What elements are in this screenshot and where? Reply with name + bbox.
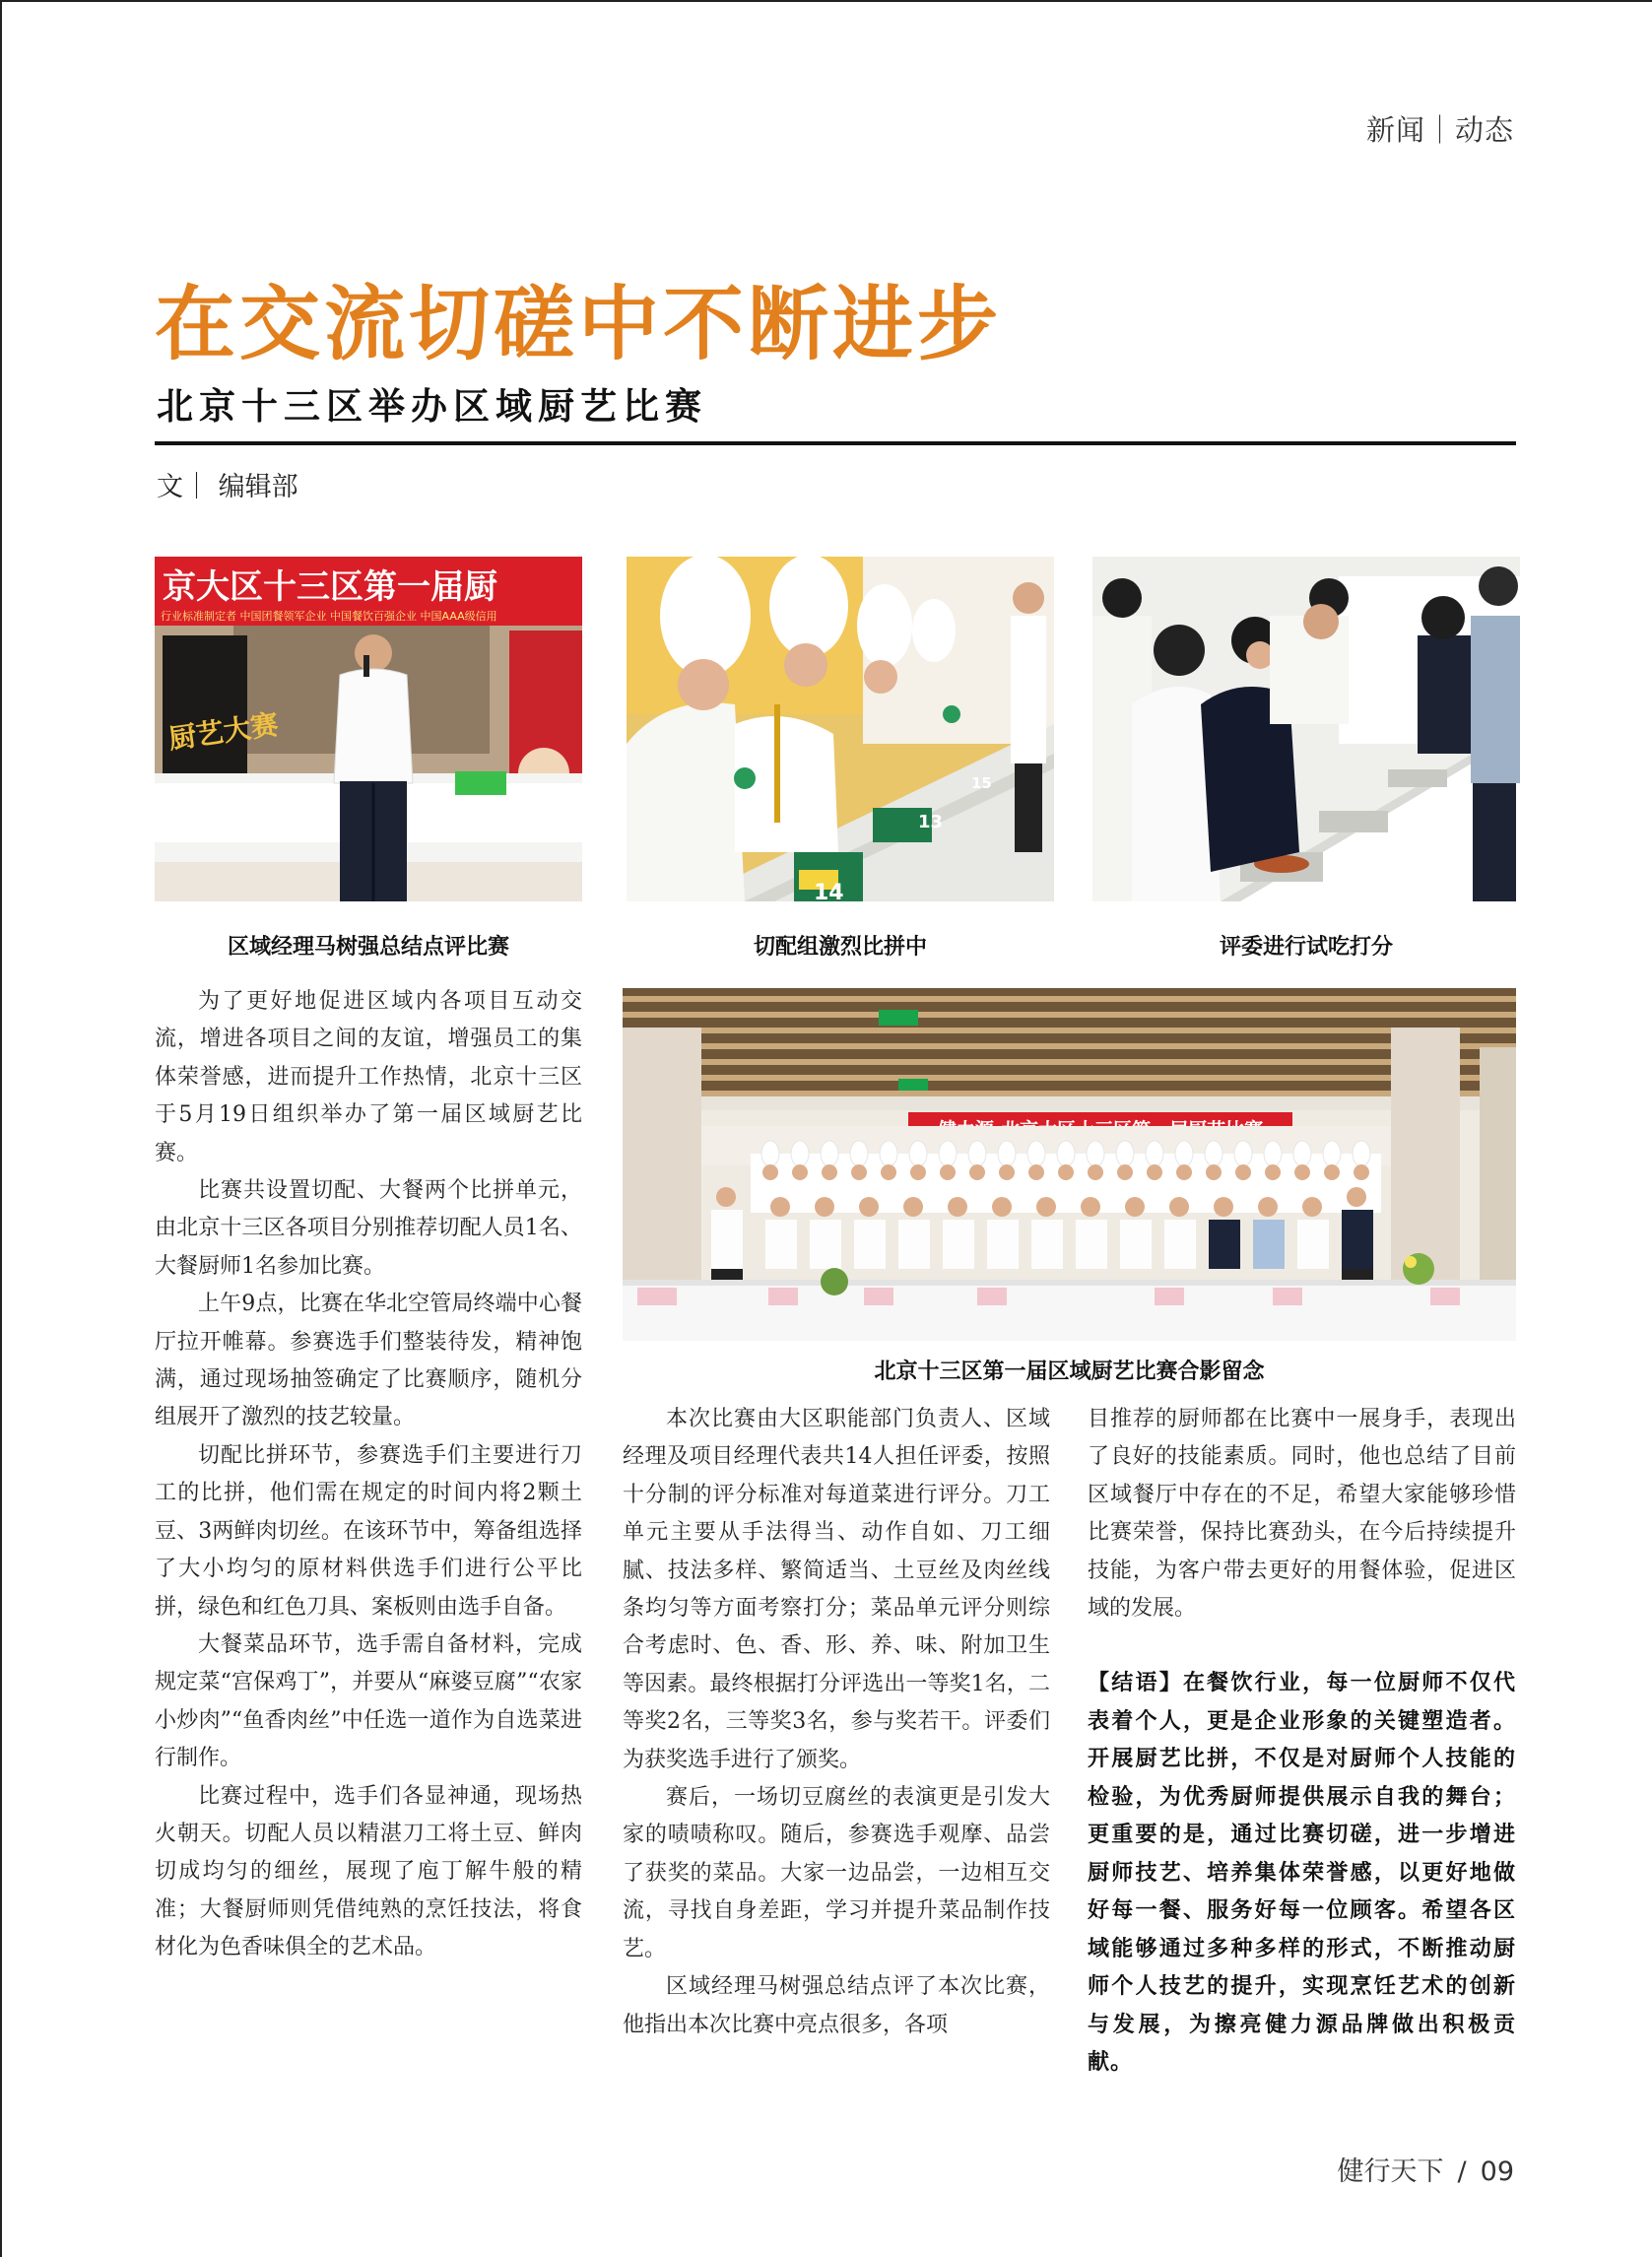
article-title: 在交流切磋中不断进步 <box>155 277 1003 371</box>
photo-judges <box>1092 557 1520 901</box>
paragraph: 区域经理马树强总结点评了本次比赛，他指出本次比赛中亮点很多，各项 <box>623 1974 1050 2037</box>
article-subtitle: 北京十三区举办区域厨艺比赛 <box>157 385 707 428</box>
caption-speaker: 区域经理马树强总结点评比赛 <box>227 935 509 960</box>
contestant-number-15: 15 <box>971 774 992 792</box>
page-number: 09 <box>1480 2157 1514 2187</box>
body-column-1 <box>155 983 582 1967</box>
body-column-2 <box>623 1401 1050 2044</box>
poster-text: 厨艺大赛 <box>166 707 281 756</box>
contestant-number-13: 13 <box>918 812 944 832</box>
byline: 文｜ 编辑部 <box>157 472 298 502</box>
paragraph: 切配比拼环节，参赛选手们主要进行刀工的比拼，他们需在规定的时间内将2颗土豆、3两鲜肉切丝。在该环节中，筹备组选择了大小均匀的原材料供选手们进行公平比拼，绿色和红色刀具、案板则由选手自备。 <box>155 1442 582 1620</box>
paragraph: 大餐菜品环节，选手需自备材料，完成规定菜“宫保鸡丁”，并要从“麻婆豆腐”“农家小炒肉”“鱼香肉丝”中任选一道作为自选菜进行制作。 <box>155 1631 582 1771</box>
contestant-number-14: 14 <box>814 881 844 901</box>
photo-speaker <box>155 557 582 901</box>
title-divider <box>155 441 1516 445</box>
paragraph: 赛后，一场切豆腐丝的表演更是引发大家的啧啧称叹。随后，参赛选手观摩、品尝了获奖的菜品。大家一边品尝，一边相互交流，寻找自身差距，学习并提升菜品制作技艺。 <box>623 1785 1050 1961</box>
page-footer <box>1338 2150 1514 2188</box>
magazine-name: 健行天下 <box>1337 2157 1444 2187</box>
section-tag: 新闻｜动态 <box>1365 113 1514 147</box>
paragraph: 比赛过程中，选手们各显神通，现场热火朝天。切配人员以精湛刀工将土豆、鲜肉切成均匀的细丝，展现了庖丁解牛般的精准；大餐厨师则凭借纯熟的烹饪技法，将食材化为色香味俱全的艺术品。 <box>155 1783 582 1960</box>
photo-group <box>623 988 1516 1341</box>
conclusion-paragraph: 【结语】在餐饮行业，每一位厨师不仅代表着个人，更是企业形象的关键塑造者。开展厨艺比拼，不仅是对厨师个人技能的检验，为优秀厨师提供展示自我的舞台；更重要的是，通过比赛切磋，进一步增进厨师技艺、培养集体荣誉感，以更好地做好每一餐、服务好每一位顾客。希望各区域能够通过多种多样的形式，不断推动厨师个人技艺的提升，实现烹饪艺术的创新与发展，为擦亮健力源品牌做出积极贡献。 <box>1088 1671 1516 2075</box>
photo-banner-text: 京大区十三区第一届厨 <box>163 567 497 607</box>
paragraph: 上午9点，比赛在华北空管局终端中心餐厅拉开帷幕。参赛选手们整装待发，精神饱满，通过现场抽签确定了比赛顺序，随机分组展开了激烈的技艺较量。 <box>155 1292 582 1430</box>
paragraph: 比赛共设置切配、大餐两个比拼单元，由北京十三区各项目分别推荐切配人员1名、大餐厨师1名参加比赛。 <box>155 1178 582 1279</box>
paragraph-continued: 目推荐的厨师都在比赛中一展身手，表现出了良好的技能素质。同时，他也总结了目前区域餐厅中存在的不足，希望大家能够珍惜比赛荣誉，保持比赛劲头，在今后持续提升技能，为客户带去更好的用餐体验，促进区域的发展。 <box>1088 1407 1516 1622</box>
photo-banner-subtext: 行业标准制定者 中国团餐领军企业 中国餐饮百强企业 中国AAA级信用 <box>161 610 497 623</box>
body-column-3 <box>1088 1401 1516 1627</box>
paragraph: 为了更好地促进区域内各项目互动交流，增进各项目之间的友谊，增强员工的集体荣誉感，进而提升工作热情，北京十三区于5月19日组织举办了第一届区域厨艺比赛。 <box>155 989 582 1165</box>
paragraph: 本次比赛由大区职能部门负责人、区域经理及项目经理代表共14人担任评委，按照十分制的评分标准对每道菜进行评分。刀工单元主要从手法得当、动作自如、刀工细腻、技法多样、繁简适当、土豆丝及肉丝线条均匀等方面考察打分；菜品单元评分则综合考虑时、色、香、形、养、味、附加卫生等因素。最终根据打分评选出一等奖1名，二等奖2名，三等奖3名，参与奖若干。评委们为获奖选手进行了颁奖。 <box>623 1407 1050 1772</box>
caption-group: 北京十三区第一届区域厨艺比赛合影留念 <box>874 1360 1265 1384</box>
caption-judges: 评委进行试吃打分 <box>1219 935 1393 960</box>
photo-cutting <box>627 557 1054 901</box>
caption-cutting: 切配组激烈比拼中 <box>753 935 927 960</box>
footer-separator: / <box>1457 2157 1467 2187</box>
